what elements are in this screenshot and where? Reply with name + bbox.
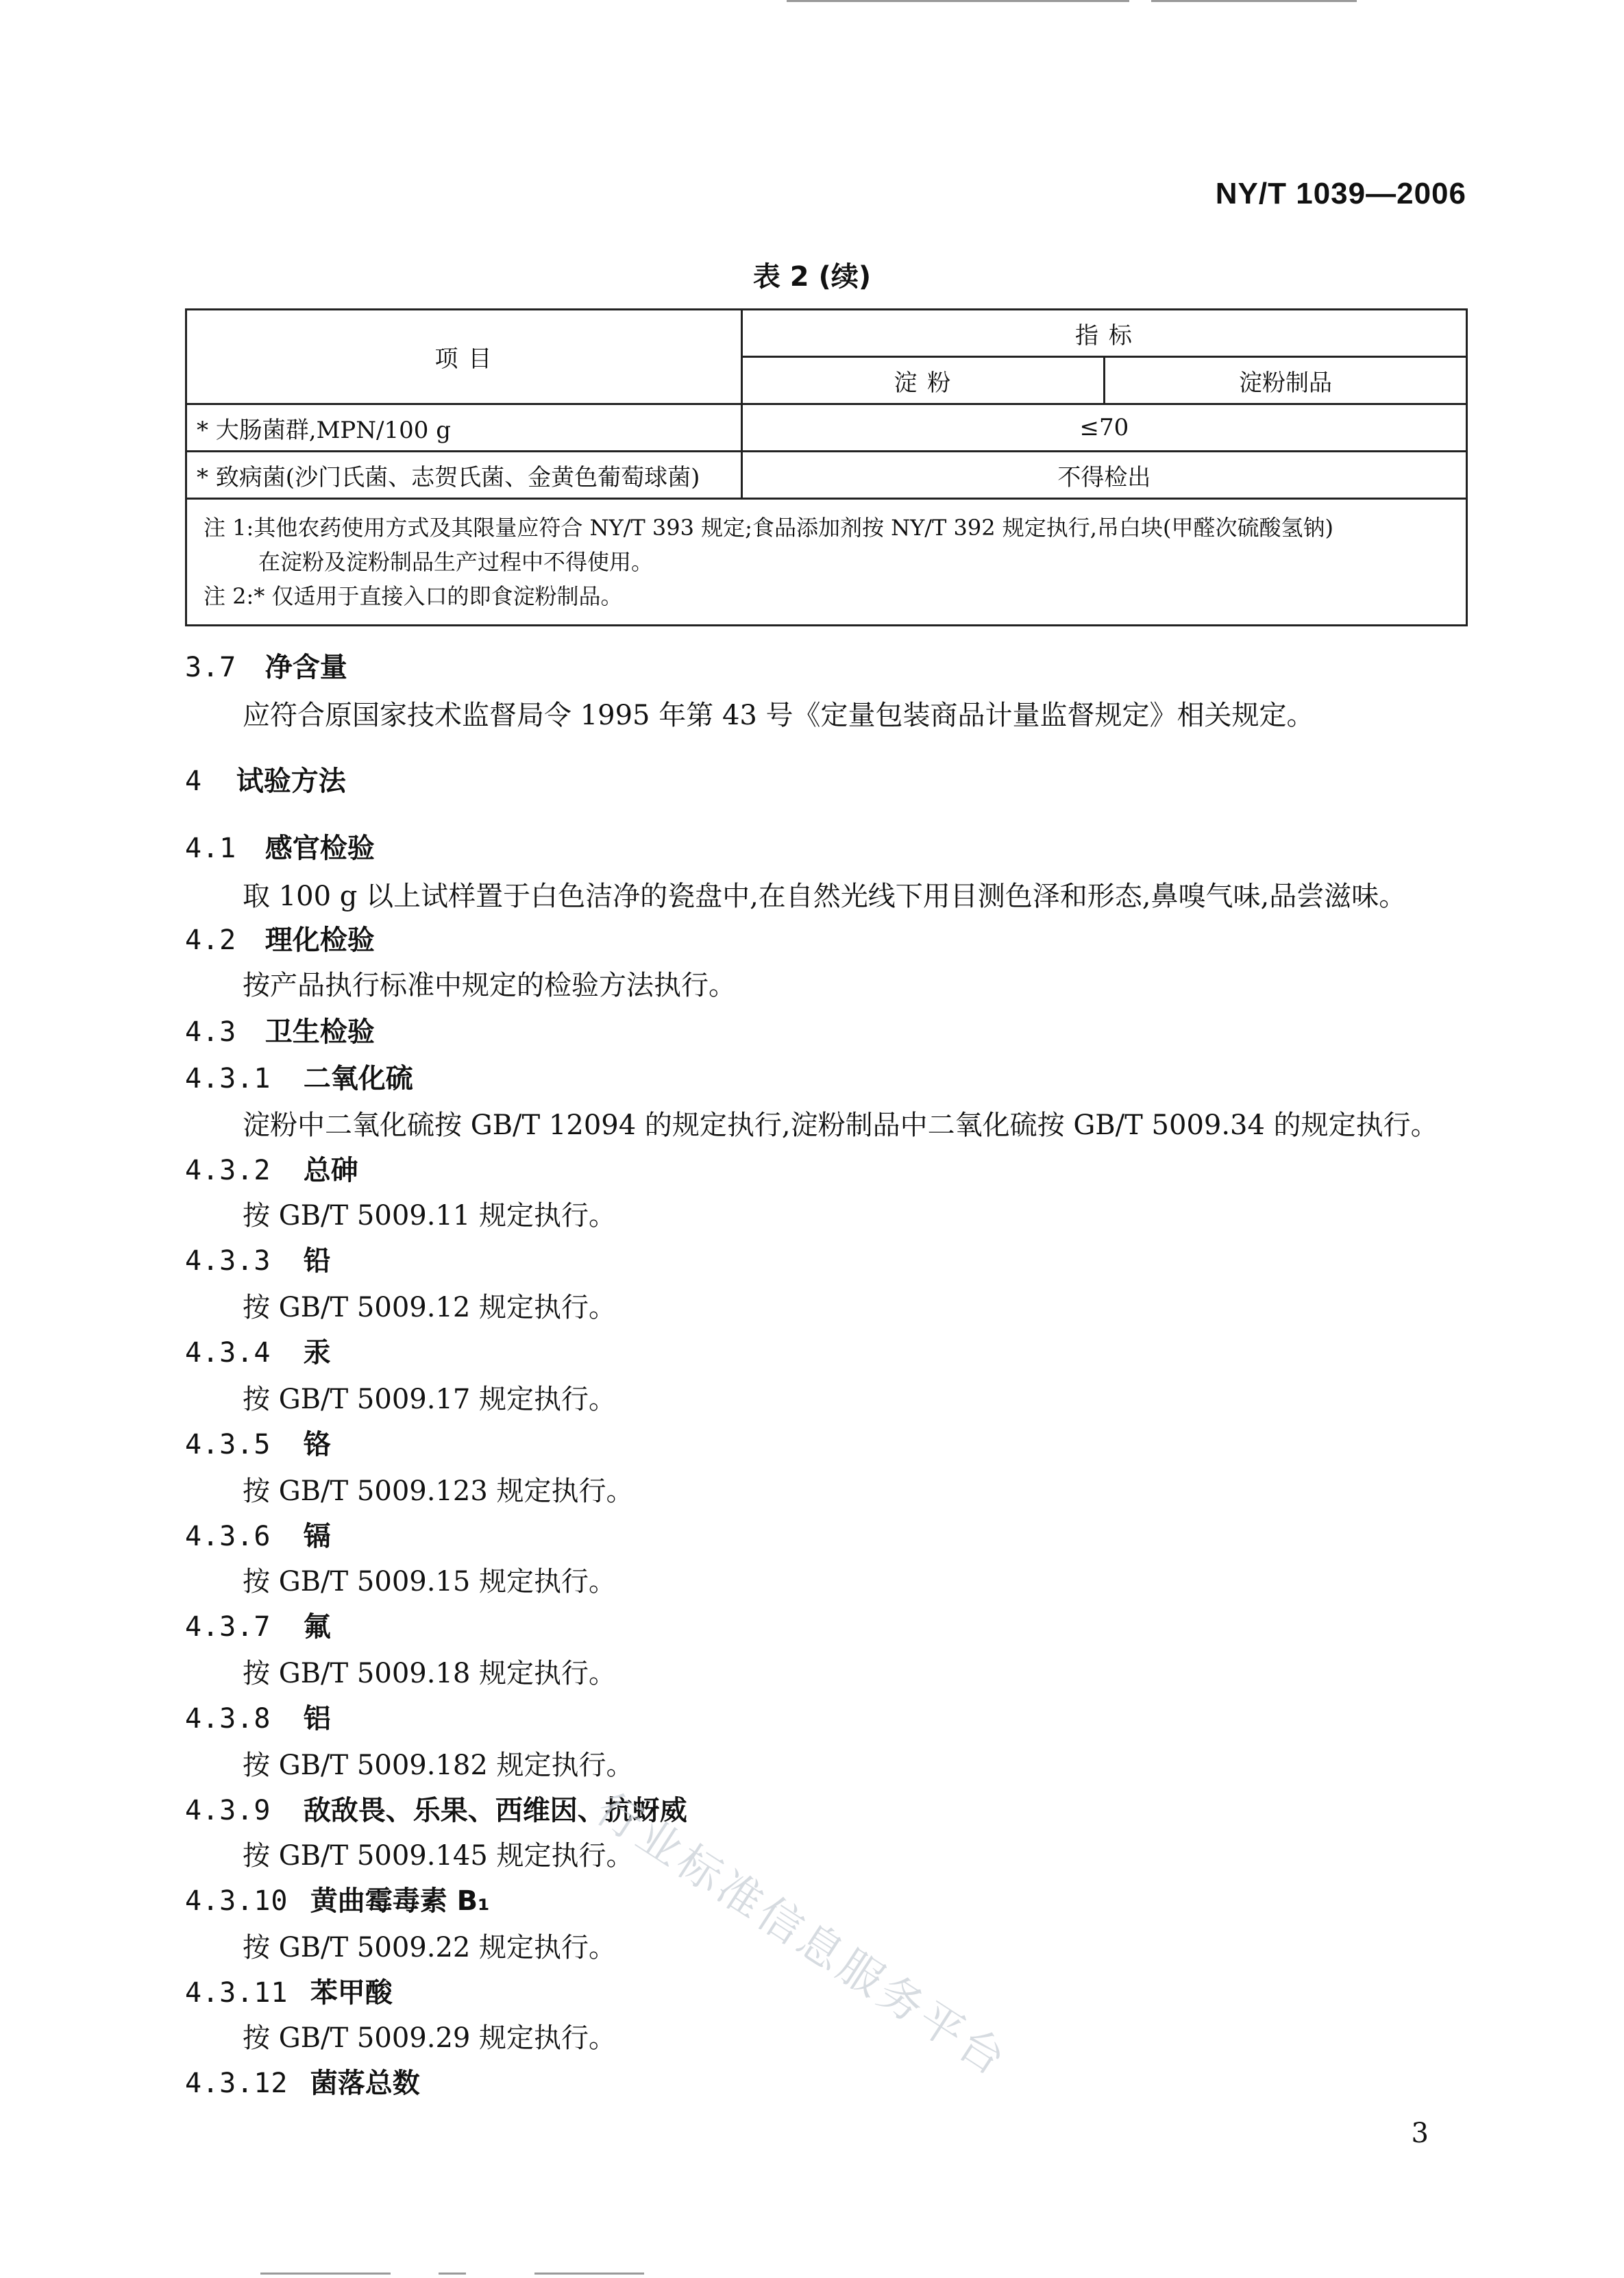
note-1-line-2: 在淀粉及淀粉制品生产过程中不得使用。 bbox=[258, 549, 654, 575]
section-heading bbox=[185, 918, 375, 957]
table-notes-row bbox=[186, 499, 1467, 626]
section-title: 理化检验 bbox=[264, 924, 375, 956]
section-title: 试验方法 bbox=[236, 766, 346, 797]
section-heading bbox=[185, 1149, 358, 1188]
section-number: 4.3.10 bbox=[185, 1885, 288, 1917]
section-title: 铬 bbox=[303, 1429, 331, 1460]
section-number: 4 bbox=[185, 766, 203, 797]
section-heading bbox=[185, 1879, 490, 1918]
section-title: 敌敌畏、乐果、西维因、抗蚜威 bbox=[303, 1795, 687, 1826]
section-title: 感官检验 bbox=[264, 833, 375, 864]
row-value: 不得检出 bbox=[741, 452, 1466, 499]
section-number: 4.3.4 bbox=[185, 1337, 271, 1369]
scan-edge-top-1 bbox=[787, 0, 1129, 2]
section-number: 4.3.11 bbox=[185, 1977, 288, 2009]
section-title: 汞 bbox=[303, 1337, 331, 1369]
section-number: 4.3 bbox=[185, 1016, 237, 1048]
row-item: * 大肠菌群,MPN/100 g bbox=[186, 404, 742, 452]
spec-table bbox=[185, 308, 1468, 626]
row-value: ≤70 bbox=[741, 404, 1466, 452]
section-number: 4.3.8 bbox=[185, 1703, 271, 1735]
row-item: * 致病菌(沙门氏菌、志贺氏菌、金黄色葡萄球菌) bbox=[186, 452, 742, 499]
note-2: 注 2:* 仅适用于直接入口的即食淀粉制品。 bbox=[204, 583, 623, 609]
watermark: 行业标准信息服务平台 bbox=[587, 1783, 1017, 2087]
section-number: 4.3.7 bbox=[185, 1611, 271, 1643]
section-number: 4.3.3 bbox=[185, 1245, 271, 1277]
section-heading bbox=[185, 1010, 375, 1049]
section-body: 按产品执行标准中规定的检验方法执行。 bbox=[243, 970, 736, 1001]
section-title: 氟 bbox=[303, 1611, 331, 1643]
section-title: 净含量 bbox=[264, 652, 347, 683]
section-heading bbox=[185, 1239, 331, 1278]
note-1-line-1: 注 1:其他农药使用方式及其限量应符合 NY/T 393 规定;食品添加剂按 NY/T 392 规定执行,吊白块(甲醛次硫酸氢钠) bbox=[204, 515, 1333, 541]
section-body: 按 GB/T 5009.18 规定执行。 bbox=[243, 1658, 617, 1689]
table-row bbox=[186, 452, 1467, 499]
table-notes bbox=[186, 499, 1467, 626]
section-title: 总砷 bbox=[303, 1155, 358, 1186]
section-number: 4.3.9 bbox=[185, 1795, 271, 1826]
section-title: 铝 bbox=[303, 1703, 331, 1735]
section-body: 按 GB/T 5009.182 规定执行。 bbox=[243, 1750, 634, 1781]
table-title: 表 2 (续) bbox=[752, 261, 872, 293]
section-number: 4.3.12 bbox=[185, 2068, 288, 2099]
section-title: 二氧化硫 bbox=[303, 1063, 413, 1094]
section-body: 应符合原国家技术监督局令 1995 年第 43 号《定量包装商品计量监督规定》相关规定。 bbox=[243, 700, 1314, 731]
standard-code: NY/T 1039—2006 bbox=[1215, 177, 1466, 210]
header-item: 项 目 bbox=[186, 310, 742, 404]
section-heading bbox=[185, 759, 346, 798]
section-heading bbox=[185, 646, 347, 685]
section-number: 4.3.2 bbox=[185, 1155, 271, 1186]
section-number: 4.3.1 bbox=[185, 1063, 271, 1094]
header-starch: 淀 粉 bbox=[741, 357, 1104, 404]
section-number: 3.7 bbox=[185, 652, 237, 683]
section-body: 按 GB/T 5009.12 规定执行。 bbox=[243, 1292, 617, 1323]
section-body: 按 GB/T 5009.123 规定执行。 bbox=[243, 1475, 634, 1507]
section-number: 4.2 bbox=[185, 924, 237, 956]
section-body: 按 GB/T 5009.29 规定执行。 bbox=[243, 2022, 617, 2054]
section-body: 按 GB/T 5009.17 规定执行。 bbox=[243, 1384, 617, 1415]
section-title: 铅 bbox=[303, 1245, 331, 1277]
section-title: 苯甲酸 bbox=[310, 1977, 393, 2009]
section-title: 镉 bbox=[303, 1521, 331, 1552]
scan-edge-bottom-2 bbox=[439, 2273, 466, 2275]
section-body: 按 GB/T 5009.22 规定执行。 bbox=[243, 1932, 617, 1963]
section-body: 取 100 g 以上试样置于白色洁净的瓷盘中,在自然光线下用目测色泽和形态,鼻嗅气味,品尝滋味。 bbox=[243, 881, 1407, 912]
section-title: 黄曲霉毒素 B₁ bbox=[310, 1885, 490, 1917]
section-heading bbox=[185, 1515, 331, 1554]
section-body: 按 GB/T 5009.11 规定执行。 bbox=[243, 1200, 617, 1232]
section-title: 卫生检验 bbox=[264, 1016, 375, 1048]
section-heading bbox=[185, 826, 375, 866]
section-title: 菌落总数 bbox=[310, 2068, 420, 2099]
scan-edge-bottom-3 bbox=[534, 2273, 644, 2275]
header-index: 指 标 bbox=[741, 310, 1466, 357]
scan-edge-bottom-1 bbox=[260, 2273, 391, 2275]
table-header-row bbox=[186, 310, 1467, 357]
page-number: 3 bbox=[1411, 2118, 1429, 2149]
section-heading bbox=[185, 1605, 331, 1644]
header-starch-products: 淀粉制品 bbox=[1104, 357, 1466, 404]
section-heading bbox=[185, 1971, 393, 2010]
section-heading bbox=[185, 1331, 331, 1370]
section-heading bbox=[185, 1423, 331, 1462]
scan-edge-top-2 bbox=[1151, 0, 1357, 2]
section-heading bbox=[185, 1697, 331, 1736]
section-number: 4.1 bbox=[185, 833, 237, 864]
section-number: 4.3.5 bbox=[185, 1429, 271, 1460]
section-heading bbox=[185, 2061, 420, 2101]
table-row bbox=[186, 404, 1467, 452]
section-body: 按 GB/T 5009.15 规定执行。 bbox=[243, 1566, 617, 1597]
section-number: 4.3.6 bbox=[185, 1521, 271, 1552]
section-body: 按 GB/T 5009.145 规定执行。 bbox=[243, 1840, 634, 1872]
section-heading bbox=[185, 1057, 413, 1096]
section-body: 淀粉中二氧化硫按 GB/T 12094 的规定执行,淀粉制品中二氧化硫按 GB/T 5009.34 的规定执行。 bbox=[243, 1110, 1438, 1141]
